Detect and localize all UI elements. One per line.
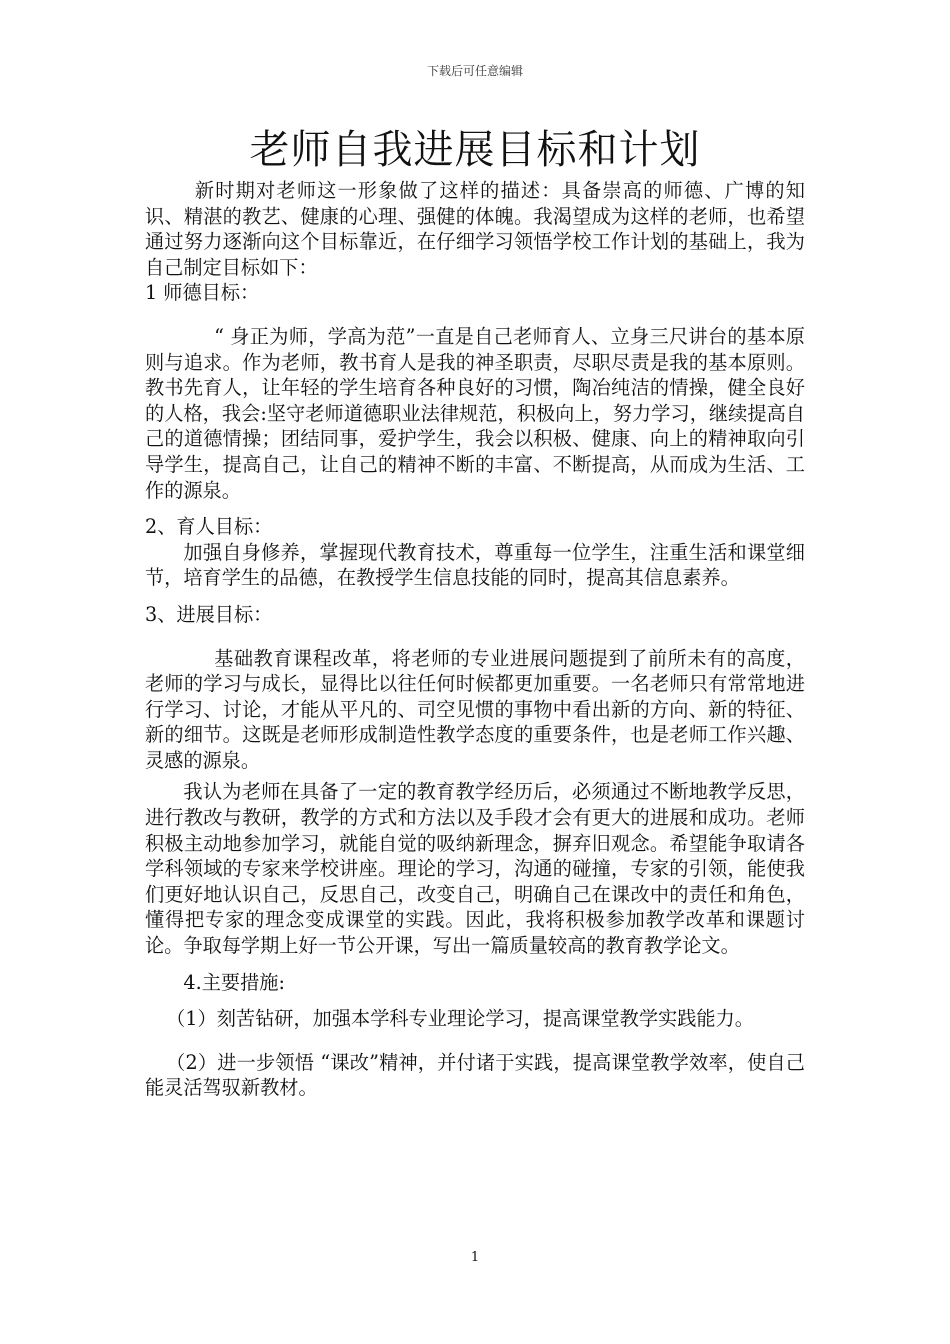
education-heading: 2、育人目标： bbox=[145, 515, 273, 539]
measure-item-1: （1）刻苦钻研，加强本学科专业理论学习，提高课堂教学实践能力。 bbox=[166, 1007, 754, 1031]
ethics-paragraph: “ 身正为师，学高为范”一直是自己老师育人、立身三尺讲台的基本原则与追求。作为老师，教书育人是我的神圣职责，尽职尽责是我的基本原则。教书先育人，让年轻的学生培育各种良好的习惯，陶冶纯洁的情操，健全良好的人格，我会:坚守老师道德职业法律规范，积极向上，努力学习，继续提高自己的道德情操；团结同事，爱护学生，我会以积极、健康、向上的精神取向引导学生，提高自己，让自己的精神不断的丰富、不断提高，从而成为生活、工作的源泉。 bbox=[145, 324, 805, 502]
intro-paragraph: 新时期对老师这一形象做了这样的描述：具备崇高的师德、广博的知识、精湛的教艺、健康的心理、强健的体魄。我渴望成为这样的老师，也希望通过努力逐渐向这个目标靠近，在仔细学习领悟学校工作计划的基础上，我为自己制定目标如下： bbox=[145, 179, 805, 279]
measures-heading: 4.主要措施: bbox=[183, 970, 285, 994]
measure-item-2: （2）进一步领悟 “课改”精神，并付诸于实践，提高课堂教学效率，使自己能灵活驾驭新教材。 bbox=[145, 1050, 805, 1100]
ethics-heading: 1 师德目标： bbox=[145, 281, 260, 305]
education-paragraph: 加强自身修养，掌握现代教育技术，尊重每一位学生，注重生活和课堂细节，培育学生的品德，在教授学生信息技能的同时，提高其信息素养。 bbox=[145, 540, 805, 590]
development-paragraph-1: 基础教育课程改革，将老师的专业进展问题提到了前所未有的高度，老师的学习与成长，显得比以往任何时候都更加重要。一名老师只有常常地进行学习、讨论，才能从平凡的、司空见惯的事物中看出新的方向、新的特征、新的细节。这既是老师形成制造性教学态度的重要条件，也是老师工作兴趣、灵感的源泉。 bbox=[145, 646, 805, 772]
header-note: 下载后可任意编辑 bbox=[426, 64, 523, 78]
document-body bbox=[145, 178, 805, 1101]
development-heading: 3、进展目标： bbox=[145, 602, 273, 626]
page-number: 1 bbox=[470, 1250, 480, 1265]
development-paragraph-2: 我认为老师在具备了一定的教育教学经历后，必须通过不断地教学反思，进行教改与教研，教学的方式和方法以及手段才会有更大的进展和成功。老师积极主动地参加学习，就能自觉的吸纳新理念，摒弃旧观念。希望能争取请各学科领域的专家来学校讲座。理论的学习，沟通的碰撞，专家的引领，能使我们更好地认识自己，反思自己，改变自己，明确自己在课改中的责任和角色，懂得把专家的理念变成课堂的实践。因此，我将积极参加教学改革和课题讨论。争取每学期上好一节公开课，写出一篇质量较高的教育教学论文。 bbox=[145, 780, 805, 958]
document-title: 老师自我进展目标和计划 bbox=[249, 127, 701, 173]
